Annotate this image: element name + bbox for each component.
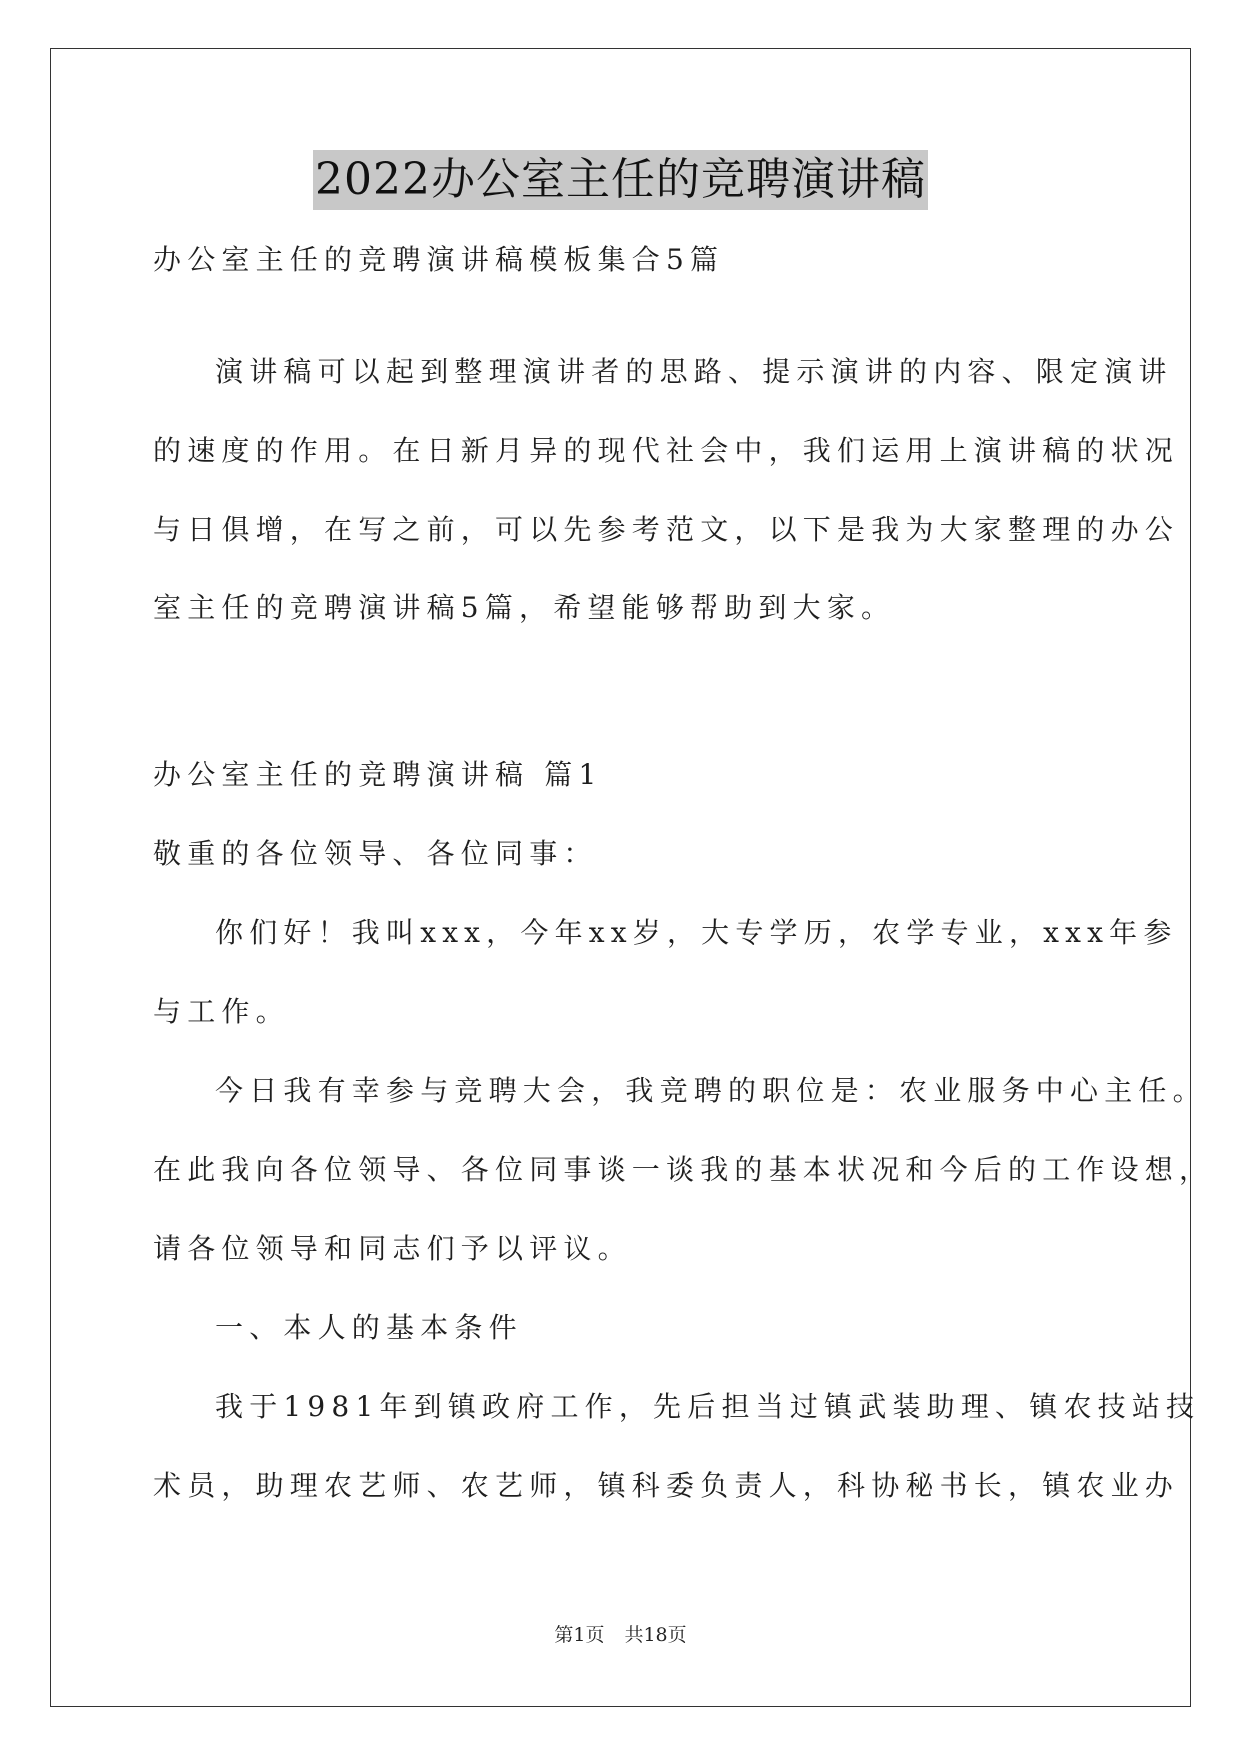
document-subtitle: 办公室主任的竞聘演讲稿模板集合5篇 bbox=[153, 243, 725, 276]
paragraph-line: 今日我有幸参与竞聘大会，我竞聘的职位是：农业服务中心主任。 bbox=[215, 1074, 1207, 1107]
title-container bbox=[0, 150, 1241, 210]
paragraph-line: 请各位领导和同志们予以评议。 bbox=[153, 1232, 632, 1265]
paragraph-line: 术员，助理农艺师、农艺师，镇科委负责人，科协秘书长，镇农业办 bbox=[153, 1469, 1180, 1502]
paragraph-line: 你们好！我叫xxx，今年xx岁，大专学历，农学专业，xxx年参 bbox=[215, 916, 1178, 949]
paragraph-line: 与日俱增，在写之前，可以先参考范文，以下是我为大家整理的办公 bbox=[153, 513, 1180, 546]
page-total: 共18页 bbox=[624, 1624, 687, 1646]
page-footer bbox=[0, 1620, 1241, 1647]
page-number: 第1页 bbox=[554, 1624, 605, 1646]
section-heading: 办公室主任的竞聘演讲稿 篇1 bbox=[153, 758, 603, 791]
paragraph-line: 在此我向各位领导、各位同事谈一谈我的基本状况和今后的工作设想， bbox=[153, 1153, 1214, 1186]
document-title: 2022办公室主任的竞聘演讲稿 bbox=[313, 150, 928, 210]
paragraph-line: 的速度的作用。在日新月异的现代社会中，我们运用上演讲稿的状况 bbox=[153, 434, 1180, 467]
paragraph-line: 与工作。 bbox=[153, 995, 290, 1028]
subsection-heading: 一、本人的基本条件 bbox=[215, 1311, 523, 1344]
paragraph-line: 我于1981年到镇政府工作，先后担当过镇武装助理、镇农技站技 bbox=[215, 1390, 1201, 1423]
salutation: 敬重的各位领导、各位同事： bbox=[153, 837, 598, 870]
paragraph-line: 演讲稿可以起到整理演讲者的思路、提示演讲的内容、限定演讲 bbox=[215, 355, 1173, 388]
paragraph-line: 室主任的竞聘演讲稿5篇，希望能够帮助到大家。 bbox=[153, 591, 896, 624]
page-frame bbox=[50, 48, 1191, 1707]
